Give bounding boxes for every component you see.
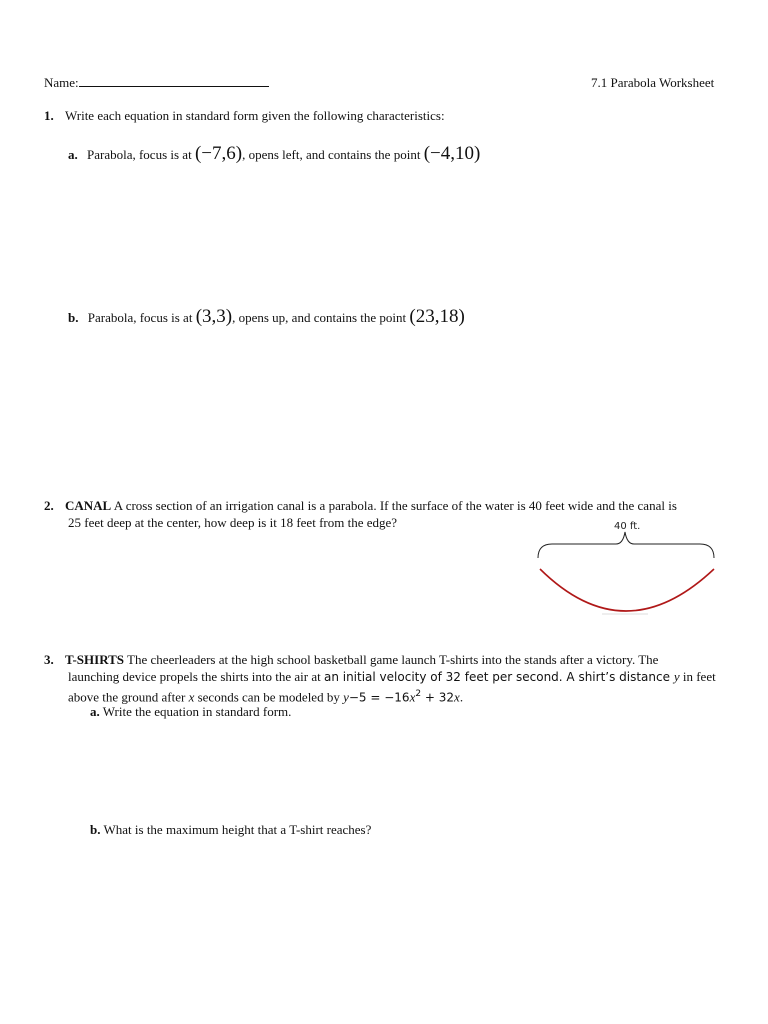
question-3-keyword: T-SHIRTS <box>65 652 125 667</box>
question-1-number: 1. <box>44 108 54 123</box>
canal-parabola-curve <box>540 569 714 611</box>
question-3-eq-exponent: 2 <box>415 689 422 699</box>
question-1a-point: (−4,10) <box>423 143 481 164</box>
question-3-eq-x2: x <box>454 689 460 705</box>
question-1a <box>68 145 480 163</box>
name-field <box>44 74 269 91</box>
question-3a <box>90 703 291 720</box>
question-3b-letter: b. <box>90 822 101 837</box>
question-1a-text-1: Parabola, focus is at <box>87 147 195 162</box>
width-bracket <box>538 532 714 558</box>
question-3-number: 3. <box>44 652 54 667</box>
question-3-var-y: y <box>673 669 680 684</box>
question-3-line-1: The cheerleaders at the high school basketball game launch T-shirts into the stands after a victory. The <box>124 652 659 667</box>
question-3-var-x: x <box>188 689 195 705</box>
question-1b-point: (23,18) <box>409 306 465 327</box>
question-1a-letter: a. <box>68 147 78 162</box>
question-2 <box>44 497 677 514</box>
question-3 <box>44 651 658 668</box>
question-3-line-2d: in feet <box>679 669 716 684</box>
question-3-line-2a: launching device propels the shirts into the air at <box>68 669 324 684</box>
question-2-keyword: CANAL <box>65 498 112 513</box>
question-3-line-3a: above the ground after <box>68 689 189 705</box>
question-2-line-1: A cross section of an irrigation canal is a parabola. If the surface of the water is 40 feet wide and the canal is <box>111 498 677 513</box>
question-1b <box>68 308 465 326</box>
question-2-line-2: 25 feet deep at the center, how deep is it 18 feet from the edge? <box>68 515 398 530</box>
question-1-prompt: Write each equation in standard form given the following characteristics: <box>65 108 445 123</box>
question-3-eq-x: x <box>409 689 416 705</box>
question-3-eq-plus: + 32 <box>421 690 455 705</box>
question-3b-text: What is the maximum height that a T-shirt reaches? <box>100 822 372 837</box>
question-3-line-2 <box>68 668 716 686</box>
question-3-line-3c: seconds can be modeled by <box>194 689 344 705</box>
question-1a-text-2: , opens left, and contains the point <box>242 147 424 162</box>
question-3-eq-y: y <box>343 689 349 705</box>
name-label: Name: <box>44 75 79 90</box>
question-1b-letter: b. <box>68 310 79 325</box>
question-3-line-2b: an initial velocity of 32 feet per second. A shirt’s distance <box>323 670 674 684</box>
question-1a-focus: (−7,6) <box>194 143 243 164</box>
question-1b-text-1: Parabola, focus is at <box>87 310 196 325</box>
question-1b-focus: (3,3) <box>195 306 233 327</box>
worksheet-title: 7.1 Parabola Worksheet <box>591 75 715 90</box>
question-3-eq-middle: −5 = −16 <box>348 690 410 705</box>
name-blank-line[interactable] <box>79 75 269 87</box>
canal-diagram <box>530 515 720 620</box>
question-3b <box>90 821 371 838</box>
canal-width-label: 40 ft. <box>614 521 641 532</box>
question-2-number: 2. <box>44 498 54 513</box>
question-1 <box>44 107 445 124</box>
question-1b-text-2: , opens up, and contains the point <box>232 310 410 325</box>
question-3-eq-period: . <box>459 689 464 705</box>
question-3a-text: Write the equation in standard form. <box>99 704 292 719</box>
question-3a-letter: a. <box>90 704 100 719</box>
